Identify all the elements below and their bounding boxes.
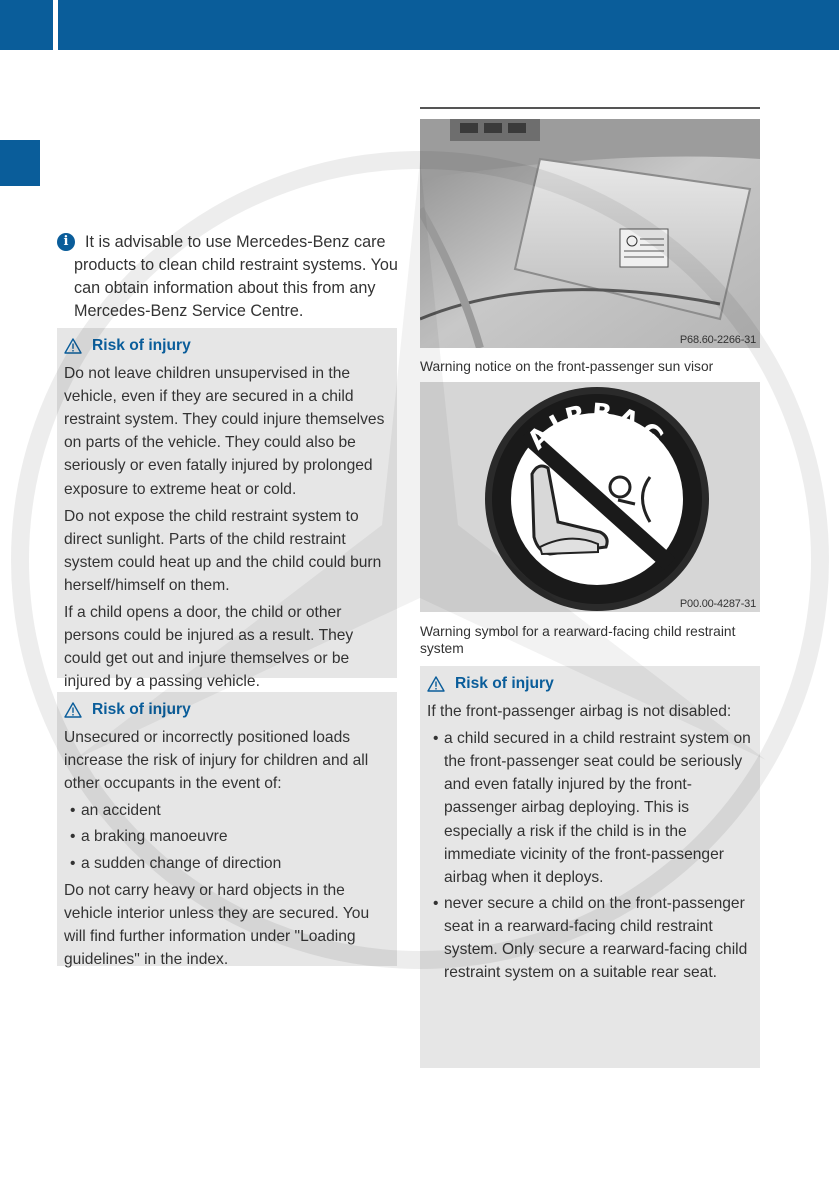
warning-triangle-icon <box>64 338 82 354</box>
warning-title <box>427 672 752 695</box>
airbag-warning-symbol-photo <box>420 382 760 612</box>
warning-box-unsecured-loads <box>57 692 397 966</box>
warning-bullet-list <box>64 799 389 874</box>
warning-intro: If the front-passenger airbag is not disabled: <box>427 703 732 721</box>
airbag-warning-symbol <box>420 382 760 612</box>
airbag-badge-text: AIRBAG <box>522 398 672 456</box>
warning-outro: Do not carry heavy or hard objects in the vehicle interior unless they are secured. You will find further information under "Loading guidelines" in the index. <box>64 881 370 968</box>
warning-title-text: Risk of injury <box>92 701 191 718</box>
warning-intro: Unsecured or incorrectly positioned loads increase the risk of injury for children and all other occupants in the event of: <box>64 729 369 793</box>
header-bar-divider <box>53 0 58 50</box>
list-item: • a braking manoeuvre <box>64 825 389 848</box>
column-rule <box>420 107 760 109</box>
chapter-tab <box>0 140 40 186</box>
list-item: • never secure a child on the front-passenger seat in a rearward-facing child restraint system. Only secure a rearward-facing child restraint system on a suitable rear seat. <box>427 892 752 984</box>
figure-reference: P00.00-4287-31 <box>679 598 756 610</box>
figure-reference: P68.60-2266-31 <box>679 334 756 346</box>
warning-title-text: Risk of injury <box>92 337 191 354</box>
warning-box-front-airbag <box>420 666 760 1068</box>
warning-title <box>64 334 389 357</box>
list-item: • a sudden change of direction <box>64 852 389 875</box>
warning-triangle-icon <box>64 702 82 718</box>
figure-caption: Warning notice on the front-passenger sun visor <box>420 359 714 374</box>
info-text: It is advisable to use Mercedes-Benz care products to clean child restraint systems. You can obtain information about this from any Mercedes-Benz Service Centre. <box>74 233 398 320</box>
warning-bullet-list <box>427 727 752 984</box>
warning-title-text: Risk of injury <box>455 675 554 692</box>
figure-caption: Warning symbol for a rearward-facing child restraint system <box>420 624 736 656</box>
warning-box-children-unsupervised <box>57 328 397 691</box>
sun-visor-illustration <box>420 119 760 348</box>
warning-paragraph: Do not expose the child restraint system to direct sunlight. Parts of the child restraint system could heat up and the child could burn herself/himself on them. <box>64 507 382 594</box>
warning-triangle-icon <box>427 676 445 692</box>
warning-paragraph: Do not leave children unsupervised in the vehicle, even if they are secured in a child restraint system. They could injure themselves on parts of the vehicle. They could also be seriously or even fatally injured by prolonged exposure to extreme heat or cold. <box>64 365 385 498</box>
sun-visor-photo <box>420 119 760 348</box>
list-item: • a child secured in a child restraint system on the front-passenger seat could be seriously and even fatally injured by the front-passenger airbag deploying. This is especially a risk if the child is in the immediate vicinity of the front-passenger airbag when it deploys. <box>427 727 752 889</box>
warning-title <box>64 698 389 721</box>
info-note <box>57 231 399 323</box>
warning-paragraph: If a child opens a door, the child or other persons could be injured as a result. They could get out and injure themselves or be injured by a passing vehicle. <box>64 604 354 691</box>
info-icon: i <box>57 233 75 251</box>
list-item: • an accident <box>64 799 389 822</box>
header-bar <box>0 0 839 50</box>
